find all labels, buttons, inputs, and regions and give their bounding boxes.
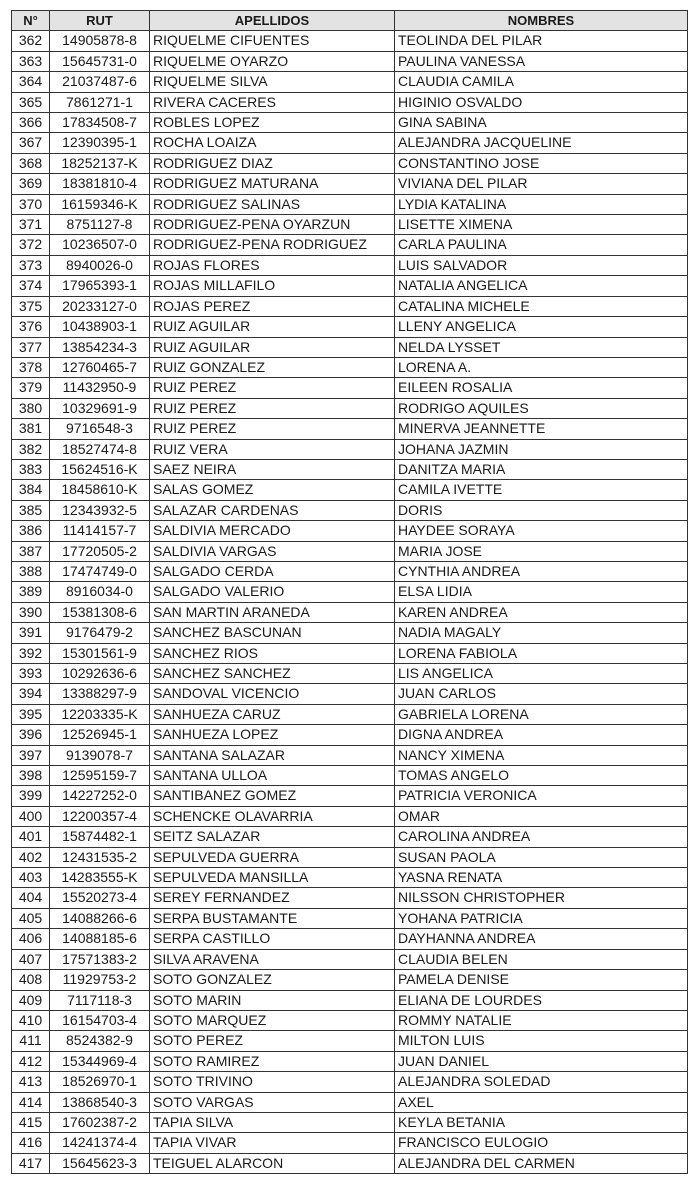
row-rut: 18526970-1 [50, 1072, 150, 1092]
table-row [12, 521, 688, 541]
table-row [12, 255, 688, 275]
row-nombres: OMAR [395, 806, 688, 826]
header-row [12, 11, 688, 31]
row-nombres: HAYDEE SORAYA [395, 521, 688, 541]
row-number: 392 [12, 643, 50, 663]
row-rut: 12431535-2 [50, 847, 150, 867]
row-number: 397 [12, 745, 50, 765]
row-rut: 12203335-K [50, 704, 150, 724]
row-apellidos: RIQUELME CIFUENTES [150, 31, 395, 51]
table-row [12, 92, 688, 112]
row-rut: 12526945-1 [50, 725, 150, 745]
row-rut: 17571383-2 [50, 949, 150, 969]
table-row [12, 623, 688, 643]
table-row [12, 1072, 688, 1092]
table-row [12, 1153, 688, 1173]
row-nombres: DAYHANNA ANDREA [395, 929, 688, 949]
table-row [12, 1010, 688, 1030]
row-apellidos: SANTANA ULLOA [150, 766, 395, 786]
header-apellidos: APELLIDOS [150, 11, 395, 31]
row-apellidos: SOTO MARQUEZ [150, 1010, 395, 1030]
row-number: 364 [12, 72, 50, 92]
row-nombres: PATRICIA VERONICA [395, 786, 688, 806]
row-number: 366 [12, 113, 50, 133]
row-number: 363 [12, 51, 50, 71]
row-apellidos: SANCHEZ SANCHEZ [150, 664, 395, 684]
row-number: 396 [12, 725, 50, 745]
row-nombres: FRANCISCO EULOGIO [395, 1133, 688, 1153]
row-nombres: ALEJANDRA DEL CARMEN [395, 1153, 688, 1173]
row-rut: 15520273-4 [50, 888, 150, 908]
row-number: 386 [12, 521, 50, 541]
row-rut: 12343932-5 [50, 500, 150, 520]
table-row [12, 235, 688, 255]
table-row [12, 684, 688, 704]
table-row [12, 72, 688, 92]
row-rut: 11432950-9 [50, 378, 150, 398]
row-apellidos: SANTANA SALAZAR [150, 745, 395, 765]
row-apellidos: SALGADO CERDA [150, 561, 395, 581]
row-number: 403 [12, 868, 50, 888]
table-row [12, 643, 688, 663]
row-nombres: NADIA MAGALY [395, 623, 688, 643]
row-apellidos: SALDIVIA VARGAS [150, 541, 395, 561]
row-number: 395 [12, 704, 50, 724]
row-number: 404 [12, 888, 50, 908]
row-apellidos: RODRIGUEZ SALINAS [150, 194, 395, 214]
row-number: 400 [12, 806, 50, 826]
row-rut: 12390395-1 [50, 133, 150, 153]
row-nombres: LYDIA KATALINA [395, 194, 688, 214]
table-row [12, 827, 688, 847]
row-apellidos: SANCHEZ RIOS [150, 643, 395, 663]
row-apellidos: SANHUEZA CARUZ [150, 704, 395, 724]
row-number: 399 [12, 786, 50, 806]
row-apellidos: SAEZ NEIRA [150, 459, 395, 479]
row-rut: 17602387-2 [50, 1112, 150, 1132]
row-nombres: LLENY ANGELICA [395, 317, 688, 337]
row-nombres: SUSAN PAOLA [395, 847, 688, 867]
row-nombres: DORIS [395, 500, 688, 520]
row-number: 368 [12, 153, 50, 173]
row-apellidos: TAPIA VIVAR [150, 1133, 395, 1153]
table-row [12, 51, 688, 71]
row-apellidos: RODRIGUEZ-PENA RODRIGUEZ [150, 235, 395, 255]
row-nombres: CLAUDIA BELEN [395, 949, 688, 969]
row-rut: 10438903-1 [50, 317, 150, 337]
row-nombres: HIGINIO OSVALDO [395, 92, 688, 112]
row-number: 391 [12, 623, 50, 643]
row-rut: 15624516-K [50, 459, 150, 479]
table-row [12, 990, 688, 1010]
row-rut: 20233127-0 [50, 296, 150, 316]
row-apellidos: RUIZ PEREZ [150, 419, 395, 439]
row-number: 409 [12, 990, 50, 1010]
row-rut: 8916034-0 [50, 582, 150, 602]
row-apellidos: RUIZ AGUILAR [150, 337, 395, 357]
row-apellidos: SANHUEZA LOPEZ [150, 725, 395, 745]
row-apellidos: SAN MARTIN ARANEDA [150, 602, 395, 622]
table-row [12, 806, 688, 826]
row-apellidos: RODRIGUEZ-PENA OYARZUN [150, 215, 395, 235]
row-rut: 13868540-3 [50, 1092, 150, 1112]
row-apellidos: SCHENCKE OLAVARRIA [150, 806, 395, 826]
table-row [12, 419, 688, 439]
row-apellidos: ROJAS MILLAFILO [150, 276, 395, 296]
row-apellidos: SOTO RAMIREZ [150, 1051, 395, 1071]
table-row [12, 929, 688, 949]
table-row [12, 133, 688, 153]
row-nombres: NELDA LYSSET [395, 337, 688, 357]
row-apellidos: SOTO GONZALEZ [150, 970, 395, 990]
row-rut: 14283555-K [50, 868, 150, 888]
table-row [12, 786, 688, 806]
row-number: 381 [12, 419, 50, 439]
row-apellidos: SALAS GOMEZ [150, 480, 395, 500]
row-number: 372 [12, 235, 50, 255]
row-nombres: LISETTE XIMENA [395, 215, 688, 235]
row-rut: 18527474-8 [50, 439, 150, 459]
row-apellidos: SERPA CASTILLO [150, 929, 395, 949]
table-row [12, 725, 688, 745]
row-nombres: DIGNA ANDREA [395, 725, 688, 745]
row-nombres: ALEJANDRA SOLEDAD [395, 1072, 688, 1092]
row-rut: 8751127-8 [50, 215, 150, 235]
row-nombres: CARLA PAULINA [395, 235, 688, 255]
row-apellidos: SANCHEZ BASCUNAN [150, 623, 395, 643]
row-number: 411 [12, 1031, 50, 1051]
row-rut: 7117118-3 [50, 990, 150, 1010]
row-apellidos: RUIZ VERA [150, 439, 395, 459]
table-row [12, 949, 688, 969]
table-row [12, 868, 688, 888]
row-number: 388 [12, 561, 50, 581]
row-apellidos: RIVERA CACERES [150, 92, 395, 112]
row-number: 394 [12, 684, 50, 704]
row-number: 365 [12, 92, 50, 112]
document-page [11, 10, 687, 1174]
row-number: 415 [12, 1112, 50, 1132]
row-apellidos: TAPIA SILVA [150, 1112, 395, 1132]
row-rut: 21037487-6 [50, 72, 150, 92]
row-nombres: MILTON LUIS [395, 1031, 688, 1051]
row-apellidos: SANTIBANEZ GOMEZ [150, 786, 395, 806]
table-row [12, 1051, 688, 1071]
row-number: 385 [12, 500, 50, 520]
row-nombres: CYNTHIA ANDREA [395, 561, 688, 581]
row-apellidos: ROBLES LOPEZ [150, 113, 395, 133]
table-row [12, 1133, 688, 1153]
table-row [12, 439, 688, 459]
row-rut: 17474749-0 [50, 561, 150, 581]
row-rut: 12200357-4 [50, 806, 150, 826]
row-number: 406 [12, 929, 50, 949]
row-rut: 14088266-6 [50, 908, 150, 928]
row-nombres: DANITZA MARIA [395, 459, 688, 479]
row-rut: 10329691-9 [50, 398, 150, 418]
table-row [12, 500, 688, 520]
row-apellidos: RODRIGUEZ MATURANA [150, 174, 395, 194]
table-row [12, 194, 688, 214]
row-number: 374 [12, 276, 50, 296]
row-number: 389 [12, 582, 50, 602]
row-rut: 15645731-0 [50, 51, 150, 71]
table-row [12, 888, 688, 908]
row-number: 405 [12, 908, 50, 928]
row-rut: 18252137-K [50, 153, 150, 173]
row-rut: 15645623-3 [50, 1153, 150, 1173]
row-number: 367 [12, 133, 50, 153]
table-row [12, 113, 688, 133]
row-nombres: CLAUDIA CAMILA [395, 72, 688, 92]
row-number: 390 [12, 602, 50, 622]
row-nombres: JUAN CARLOS [395, 684, 688, 704]
table-row [12, 174, 688, 194]
row-apellidos: RUIZ AGUILAR [150, 317, 395, 337]
row-nombres: YASNA RENATA [395, 868, 688, 888]
row-nombres: TEOLINDA DEL PILAR [395, 31, 688, 51]
row-number: 371 [12, 215, 50, 235]
row-number: 398 [12, 766, 50, 786]
table-row [12, 378, 688, 398]
table-row [12, 541, 688, 561]
row-apellidos: TEIGUEL ALARCON [150, 1153, 395, 1173]
row-rut: 17720505-2 [50, 541, 150, 561]
row-number: 373 [12, 255, 50, 275]
table-row [12, 317, 688, 337]
row-number: 414 [12, 1092, 50, 1112]
row-rut: 14088185-6 [50, 929, 150, 949]
row-number: 362 [12, 31, 50, 51]
row-rut: 10236507-0 [50, 235, 150, 255]
row-nombres: LIS ANGELICA [395, 664, 688, 684]
row-nombres: PAMELA DENISE [395, 970, 688, 990]
row-rut: 17965393-1 [50, 276, 150, 296]
row-number: 369 [12, 174, 50, 194]
row-nombres: CATALINA MICHELE [395, 296, 688, 316]
row-rut: 16154703-4 [50, 1010, 150, 1030]
row-number: 382 [12, 439, 50, 459]
row-number: 413 [12, 1072, 50, 1092]
row-rut: 11929753-2 [50, 970, 150, 990]
row-nombres: NILSSON CHRISTOPHER [395, 888, 688, 908]
row-number: 377 [12, 337, 50, 357]
table-row [12, 31, 688, 51]
row-number: 379 [12, 378, 50, 398]
row-apellidos: RUIZ PEREZ [150, 378, 395, 398]
row-rut: 10292636-6 [50, 664, 150, 684]
row-nombres: ELIANA DE LOURDES [395, 990, 688, 1010]
row-nombres: AXEL [395, 1092, 688, 1112]
table-row [12, 847, 688, 867]
table-row [12, 908, 688, 928]
registry-table [11, 10, 688, 1174]
row-nombres: EILEEN ROSALIA [395, 378, 688, 398]
row-apellidos: SILVA ARAVENA [150, 949, 395, 969]
table-row [12, 459, 688, 479]
table-row [12, 337, 688, 357]
row-rut: 17834508-7 [50, 113, 150, 133]
row-apellidos: ROJAS FLORES [150, 255, 395, 275]
table-row [12, 766, 688, 786]
row-apellidos: ROCHA LOAIZA [150, 133, 395, 153]
row-nombres: JUAN DANIEL [395, 1051, 688, 1071]
table-row [12, 561, 688, 581]
row-rut: 8940026-0 [50, 255, 150, 275]
row-rut: 8524382-9 [50, 1031, 150, 1051]
row-apellidos: SOTO TRIVINO [150, 1072, 395, 1092]
row-rut: 12760465-7 [50, 357, 150, 377]
row-nombres: YOHANA PATRICIA [395, 908, 688, 928]
row-nombres: CONSTANTINO JOSE [395, 153, 688, 173]
row-nombres: CAMILA IVETTE [395, 480, 688, 500]
table-row [12, 970, 688, 990]
header-number: N° [12, 11, 50, 31]
row-rut: 9716548-3 [50, 419, 150, 439]
table-row [12, 398, 688, 418]
table-header [12, 11, 688, 31]
row-apellidos: SOTO PEREZ [150, 1031, 395, 1051]
row-rut: 15301561-9 [50, 643, 150, 663]
row-nombres: LUIS SALVADOR [395, 255, 688, 275]
row-rut: 13388297-9 [50, 684, 150, 704]
table-row [12, 582, 688, 602]
table-row [12, 1112, 688, 1132]
row-number: 370 [12, 194, 50, 214]
row-rut: 18458610-K [50, 480, 150, 500]
row-nombres: TOMAS ANGELO [395, 766, 688, 786]
row-apellidos: RUIZ PEREZ [150, 398, 395, 418]
row-apellidos: ROJAS PEREZ [150, 296, 395, 316]
row-apellidos: SALAZAR CARDENAS [150, 500, 395, 520]
header-nombres: NOMBRES [395, 11, 688, 31]
table-row [12, 1031, 688, 1051]
row-rut: 15381308-6 [50, 602, 150, 622]
row-apellidos: RODRIGUEZ DIAZ [150, 153, 395, 173]
row-rut: 16159346-K [50, 194, 150, 214]
row-apellidos: SEREY FERNANDEZ [150, 888, 395, 908]
row-rut: 9139078-7 [50, 745, 150, 765]
table-body [12, 31, 688, 1174]
row-apellidos: SOTO VARGAS [150, 1092, 395, 1112]
row-nombres: MINERVA JEANNETTE [395, 419, 688, 439]
row-apellidos: RUIZ GONZALEZ [150, 357, 395, 377]
row-rut: 12595159-7 [50, 766, 150, 786]
row-nombres: LORENA A. [395, 357, 688, 377]
row-rut: 14905878-8 [50, 31, 150, 51]
row-number: 401 [12, 827, 50, 847]
table-row [12, 745, 688, 765]
row-nombres: GABRIELA LORENA [395, 704, 688, 724]
row-apellidos: SEPULVEDA MANSILLA [150, 868, 395, 888]
row-number: 378 [12, 357, 50, 377]
row-number: 402 [12, 847, 50, 867]
row-number: 407 [12, 949, 50, 969]
row-nombres: KEYLA BETANIA [395, 1112, 688, 1132]
row-rut: 15344969-4 [50, 1051, 150, 1071]
row-rut: 7861271-1 [50, 92, 150, 112]
row-number: 408 [12, 970, 50, 990]
table-row [12, 215, 688, 235]
row-number: 387 [12, 541, 50, 561]
row-apellidos: SEPULVEDA GUERRA [150, 847, 395, 867]
table-row [12, 704, 688, 724]
row-number: 383 [12, 459, 50, 479]
row-number: 417 [12, 1153, 50, 1173]
row-apellidos: RIQUELME SILVA [150, 72, 395, 92]
row-number: 410 [12, 1010, 50, 1030]
row-rut: 14241374-4 [50, 1133, 150, 1153]
table-row [12, 276, 688, 296]
table-row [12, 602, 688, 622]
row-nombres: MARIA JOSE [395, 541, 688, 561]
row-rut: 18381810-4 [50, 174, 150, 194]
row-apellidos: SOTO MARIN [150, 990, 395, 1010]
table-row [12, 480, 688, 500]
row-apellidos: RIQUELME OYARZO [150, 51, 395, 71]
row-nombres: ROMMY NATALIE [395, 1010, 688, 1030]
row-number: 412 [12, 1051, 50, 1071]
row-nombres: RODRIGO AQUILES [395, 398, 688, 418]
row-number: 380 [12, 398, 50, 418]
row-rut: 14227252-0 [50, 786, 150, 806]
row-nombres: ALEJANDRA JACQUELINE [395, 133, 688, 153]
row-nombres: JOHANA JAZMIN [395, 439, 688, 459]
row-apellidos: SALGADO VALERIO [150, 582, 395, 602]
header-rut: RUT [50, 11, 150, 31]
row-nombres: VIVIANA DEL PILAR [395, 174, 688, 194]
row-nombres: CAROLINA ANDREA [395, 827, 688, 847]
row-rut: 11414157-7 [50, 521, 150, 541]
row-nombres: LORENA FABIOLA [395, 643, 688, 663]
row-apellidos: SALDIVIA MERCADO [150, 521, 395, 541]
row-nombres: NANCY XIMENA [395, 745, 688, 765]
row-rut: 13854234-3 [50, 337, 150, 357]
row-nombres: ELSA LIDIA [395, 582, 688, 602]
table-row [12, 296, 688, 316]
row-apellidos: SANDOVAL VICENCIO [150, 684, 395, 704]
row-number: 393 [12, 664, 50, 684]
row-rut: 9176479-2 [50, 623, 150, 643]
row-number: 384 [12, 480, 50, 500]
table-row [12, 1092, 688, 1112]
table-row [12, 664, 688, 684]
row-nombres: PAULINA VANESSA [395, 51, 688, 71]
row-number: 375 [12, 296, 50, 316]
row-rut: 15874482-1 [50, 827, 150, 847]
row-apellidos: SERPA BUSTAMANTE [150, 908, 395, 928]
row-nombres: GINA SABINA [395, 113, 688, 133]
row-apellidos: SEITZ SALAZAR [150, 827, 395, 847]
row-number: 376 [12, 317, 50, 337]
table-row [12, 153, 688, 173]
row-nombres: NATALIA ANGELICA [395, 276, 688, 296]
row-number: 416 [12, 1133, 50, 1153]
row-nombres: KAREN ANDREA [395, 602, 688, 622]
table-row [12, 357, 688, 377]
